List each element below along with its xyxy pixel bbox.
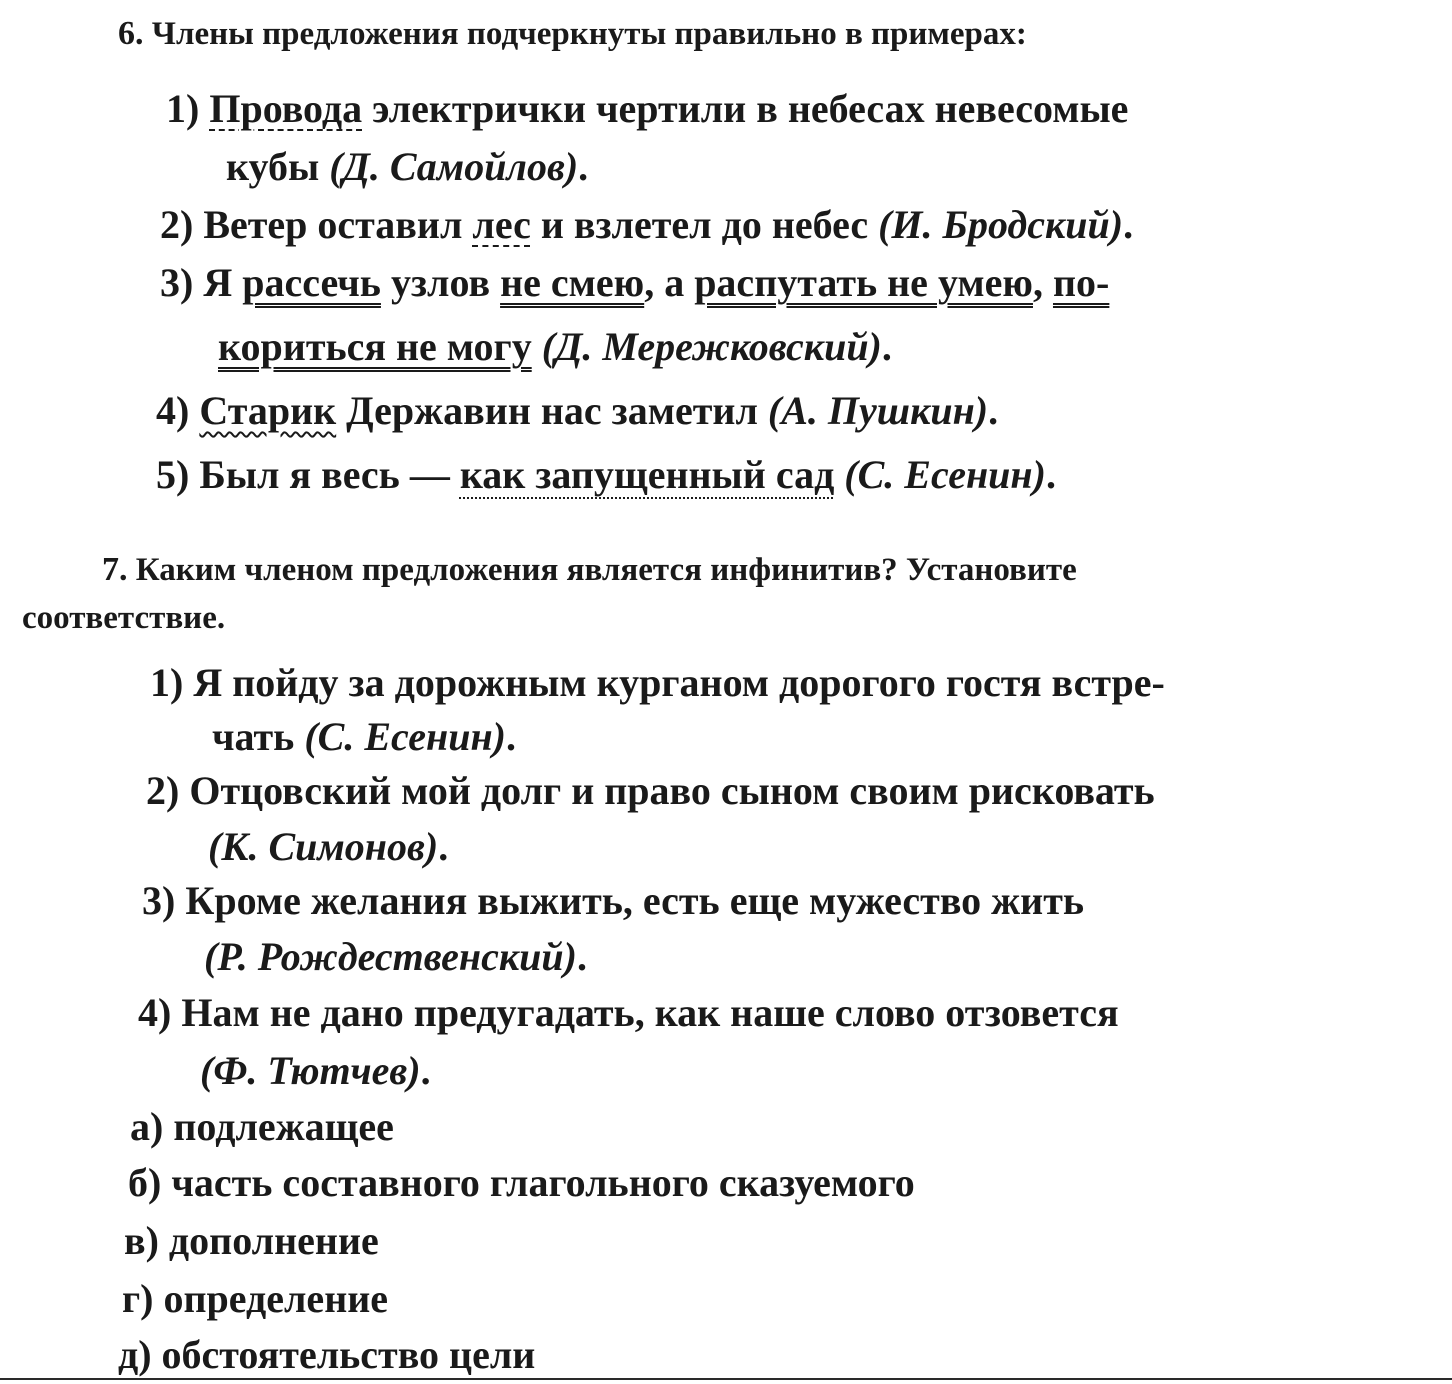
q7-item-4	[138, 984, 1119, 1042]
answer-option-d: д) обстоятельство цели	[118, 1332, 536, 1377]
item-number: 1)	[166, 86, 200, 131]
item-text: Я пойду за дорожным курганом дорогого гостя встре-	[193, 660, 1165, 705]
q6-item-2	[160, 196, 1133, 254]
author: (С. Есенин)	[304, 714, 506, 759]
item-number: 4)	[138, 990, 172, 1035]
q7-item-4-cont	[200, 1042, 431, 1100]
q6-item-5	[156, 446, 1056, 504]
q7-item-1	[150, 654, 1165, 712]
author: (И. Бродский)	[878, 202, 1124, 247]
item-text: Был я весь —	[199, 452, 460, 497]
item-text: ,	[1032, 260, 1053, 305]
item-text: и взлетел до небес	[530, 202, 879, 247]
item-text: Нам не дано предугадать, как наше слово отзовется	[181, 990, 1119, 1035]
punctuation: .	[1123, 202, 1134, 247]
predicate-part: распутать не умею	[694, 260, 1033, 305]
punctuation: .	[881, 324, 892, 369]
item-text: чать	[212, 714, 305, 759]
author: (Д. Самойлов)	[329, 144, 579, 189]
q7-prompt: Каким членом предложения является инфинитив? Установите	[135, 552, 1077, 588]
punctuation: .	[438, 824, 449, 869]
predicate-part: не смею	[500, 260, 645, 305]
item-text: кубы	[226, 144, 330, 189]
page-edge-rule	[0, 1378, 1452, 1380]
circumstance-phrase: как запущенный сад	[459, 452, 835, 497]
q6-item-1-cont	[226, 138, 588, 196]
punctuation: .	[988, 388, 999, 433]
author: (Ф. Тютчев)	[200, 1048, 421, 1093]
q7-item-2-cont	[208, 818, 448, 876]
answer-option-b: б) часть составного глагольного сказуемого	[128, 1160, 915, 1205]
item-number: 1)	[150, 660, 184, 705]
definition-word: Старик	[199, 388, 337, 433]
author: (К. Симонов)	[208, 824, 439, 869]
q6-prompt: Члены предложения подчеркнуты правильно в примерах:	[151, 16, 1027, 52]
author: (А. Пушкин)	[767, 388, 989, 433]
q7-item-1-cont	[212, 708, 516, 766]
q7-prompt-cont: соответствие.	[22, 600, 226, 636]
answer-option-g: г) определение	[122, 1276, 389, 1321]
punctuation: .	[420, 1048, 431, 1093]
item-text: Отцовский мой долг и право сыном своим рисковать	[189, 768, 1155, 813]
q7-heading	[102, 546, 1077, 594]
author: (Р. Рождественский)	[204, 934, 577, 979]
punctuation: .	[578, 144, 589, 189]
subject-word: Провода	[209, 86, 363, 131]
q6-item-3-cont	[218, 318, 892, 376]
q6-heading	[118, 10, 1027, 58]
item-number: 5)	[156, 452, 190, 497]
item-text: узлов	[380, 260, 501, 305]
q7-heading-cont	[22, 594, 225, 642]
predicate-part: по-	[1052, 260, 1110, 305]
q7-number: 7.	[102, 551, 128, 588]
punctuation: .	[1045, 452, 1056, 497]
answer-option-a: а) подлежащее	[130, 1104, 394, 1149]
item-number: 4)	[156, 388, 190, 433]
q7-item-3	[142, 872, 1084, 930]
item-number: 2)	[160, 202, 194, 247]
q6-item-4	[156, 382, 998, 440]
item-text	[834, 452, 844, 497]
q7-item-2	[146, 762, 1155, 820]
item-text	[532, 324, 542, 369]
q6-item-1	[166, 80, 1128, 138]
item-number: 3)	[160, 260, 194, 305]
predicate-part: кориться не могу	[218, 324, 532, 369]
item-text: Я	[203, 260, 243, 305]
item-text: Державин нас заметил	[336, 388, 768, 433]
predicate-part: рассечь	[242, 260, 381, 305]
punctuation: .	[576, 934, 587, 979]
item-text: , а	[644, 260, 695, 305]
item-number: 2)	[146, 768, 180, 813]
punctuation: .	[505, 714, 516, 759]
author: (С. Есенин)	[844, 452, 1046, 497]
item-text: электрички чертили в небесах невесомые	[362, 86, 1129, 131]
item-text: Кроме желания выжить, есть еще мужество жить	[185, 878, 1084, 923]
item-number: 3)	[142, 878, 176, 923]
answer-option-v: в) дополнение	[124, 1218, 379, 1263]
author: (Д. Мережковский)	[541, 324, 882, 369]
q7-item-3-cont	[204, 928, 587, 986]
underlined-word: лес	[472, 202, 531, 247]
q6-item-3	[160, 254, 1109, 312]
item-text: Ветер оставил	[203, 202, 473, 247]
q6-number: 6.	[118, 15, 144, 52]
